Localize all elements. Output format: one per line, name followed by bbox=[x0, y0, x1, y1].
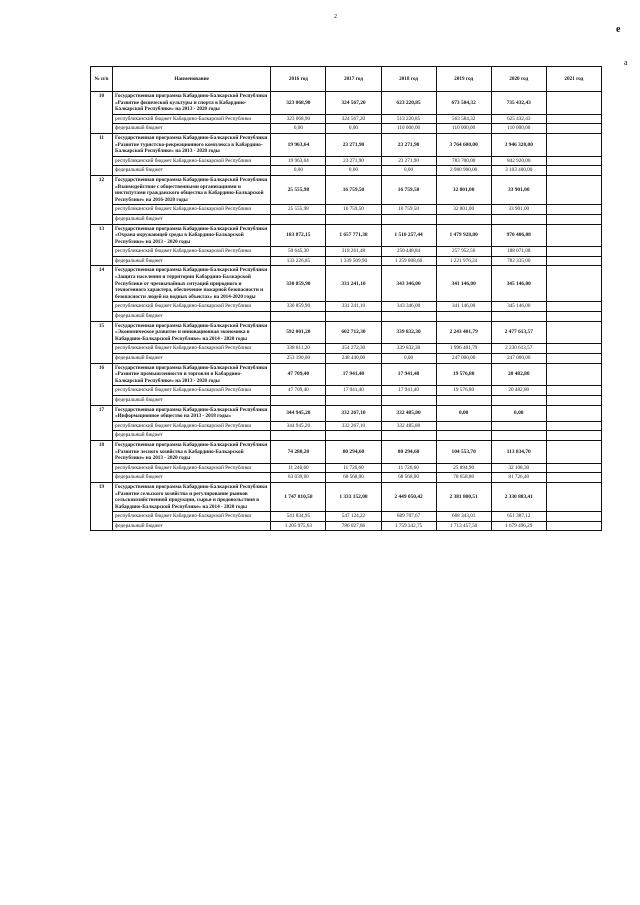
amount-cell: 782 335,00 bbox=[491, 256, 546, 266]
amount-cell bbox=[546, 302, 601, 312]
budget-source-row bbox=[91, 395, 602, 405]
amount-cell bbox=[436, 214, 491, 224]
amount-cell: 651 387,12 bbox=[491, 512, 546, 522]
amount-cell: 1 747 810,58 bbox=[271, 482, 326, 511]
amount-cell: 2 449 050,42 bbox=[381, 482, 436, 511]
amount-cell bbox=[326, 431, 381, 441]
amount-cell bbox=[546, 405, 601, 421]
amount-cell: 74 280,20 bbox=[271, 440, 326, 463]
amount-cell: 330 859,90 bbox=[271, 266, 326, 302]
budget-source-row bbox=[91, 124, 602, 134]
amount-cell: 1 657 771,38 bbox=[326, 224, 381, 247]
budget-source-name: федеральный бюджет bbox=[113, 124, 271, 134]
amount-cell: 2 330 883,41 bbox=[491, 482, 546, 511]
header-year-2021: 2021 год bbox=[546, 67, 601, 92]
row-number: 14 bbox=[91, 266, 113, 321]
amount-cell: 324 567,20 bbox=[326, 92, 381, 115]
amount-cell bbox=[326, 395, 381, 405]
program-name: Государственная программа Кабардино-Балкарской Республики «Защита населения и территории Кабардино-Балкарской Республики от чрезвычайных ситуаций природного и техногенного характера, обеспечение пожарной безопасности и безопасности людей на водных объектах» на 2014-2020 годы bbox=[113, 266, 271, 302]
budget-source-name: федеральный бюджет bbox=[113, 395, 271, 405]
budget-source-row bbox=[91, 521, 602, 531]
amount-cell: 17 941,40 bbox=[381, 386, 436, 396]
amount-cell: 323 068,90 bbox=[271, 114, 326, 124]
budget-source-row bbox=[91, 205, 602, 215]
amount-cell: 104 553,70 bbox=[436, 440, 491, 463]
amount-cell: 1 510 257,44 bbox=[381, 224, 436, 247]
budget-source-name: федеральный бюджет bbox=[113, 214, 271, 224]
amount-cell: 592 001,20 bbox=[271, 321, 326, 344]
program-name: Государственная программа Кабардино-Балкарской Республики «Взаимодействие с общественными организациями и институтами гражданского общества в Кабардино-Балкарской Республике» на 2016-2020 годы bbox=[113, 175, 271, 204]
amount-cell bbox=[546, 431, 601, 441]
amount-cell bbox=[381, 214, 436, 224]
amount-cell: 2 477 613,57 bbox=[491, 321, 546, 344]
amount-cell: 80 294,60 bbox=[381, 440, 436, 463]
amount-cell: 332 485,80 bbox=[381, 405, 436, 421]
budget-source-row bbox=[91, 302, 602, 312]
budget-source-name: республиканский бюджет Кабардино-Балкарской Республики bbox=[113, 463, 271, 473]
amount-cell bbox=[326, 214, 381, 224]
amount-cell bbox=[546, 256, 601, 266]
amount-cell bbox=[546, 482, 601, 511]
amount-cell: 332 267,10 bbox=[326, 405, 381, 421]
amount-cell: 2 243 401,79 bbox=[436, 321, 491, 344]
amount-cell bbox=[546, 440, 601, 463]
header-no: № п/п bbox=[91, 67, 113, 92]
amount-cell: 1 679 496,29 bbox=[491, 521, 546, 531]
amount-cell: 1 759 342,75 bbox=[381, 521, 436, 531]
amount-cell bbox=[546, 205, 601, 215]
budget-source-name: федеральный бюджет bbox=[113, 256, 271, 266]
amount-cell: 113 834,70 bbox=[491, 440, 546, 463]
amount-cell: 344 945,20 bbox=[271, 421, 326, 431]
budget-source-row bbox=[91, 156, 602, 166]
amount-cell: 541 834,95 bbox=[271, 512, 326, 522]
amount-cell bbox=[436, 421, 491, 431]
amount-cell: 735 432,43 bbox=[491, 92, 546, 115]
row-number: 15 bbox=[91, 321, 113, 363]
program-name: Государственная программа Кабардино-Балкарской Республики «Информационное общество на 2013 - 2018 годы» bbox=[113, 405, 271, 421]
header-year-2016: 2016 год bbox=[271, 67, 326, 92]
amount-cell: 16 759,50 bbox=[381, 175, 436, 204]
row-number: 13 bbox=[91, 224, 113, 266]
program-row bbox=[91, 92, 602, 115]
budget-source-name: республиканский бюджет Кабардино-Балкарской Республики bbox=[113, 302, 271, 312]
amount-cell: 63 039,60 bbox=[271, 473, 326, 483]
amount-cell: 2 980 900,00 bbox=[436, 166, 491, 176]
amount-cell: 110 000,00 bbox=[381, 124, 436, 134]
row-number: 10 bbox=[91, 92, 113, 134]
amount-cell: 0,00 bbox=[436, 405, 491, 421]
amount-cell: 345 146,00 bbox=[491, 302, 546, 312]
amount-cell: 786 027,86 bbox=[326, 521, 381, 531]
amount-cell: 32 801,00 bbox=[436, 175, 491, 204]
row-number: 16 bbox=[91, 363, 113, 405]
amount-cell: 17 941,40 bbox=[381, 363, 436, 386]
amount-cell bbox=[546, 321, 601, 344]
amount-cell bbox=[491, 421, 546, 431]
amount-cell bbox=[546, 512, 601, 522]
amount-cell: 25 555,98 bbox=[271, 175, 326, 204]
amount-cell: 783 700,00 bbox=[436, 156, 491, 166]
amount-cell: 324 567,20 bbox=[326, 114, 381, 124]
budget-table bbox=[90, 66, 602, 531]
budget-source-name: республиканский бюджет Кабардино-Балкарской Республики bbox=[113, 247, 271, 257]
amount-cell: 2 230 613,57 bbox=[491, 344, 546, 354]
amount-cell: 0,00 bbox=[271, 166, 326, 176]
amount-cell: 80 294,60 bbox=[326, 440, 381, 463]
amount-cell bbox=[546, 463, 601, 473]
amount-cell bbox=[546, 133, 601, 156]
amount-cell: 248 440,00 bbox=[326, 354, 381, 364]
amount-cell bbox=[271, 214, 326, 224]
amount-cell: 341 146,00 bbox=[436, 266, 491, 302]
amount-cell bbox=[491, 312, 546, 322]
corner-mark: е bbox=[616, 24, 621, 35]
amount-cell: 11 726,60 bbox=[381, 463, 436, 473]
budget-source-row bbox=[91, 247, 602, 257]
amount-cell bbox=[491, 431, 546, 441]
budget-source-name: республиканский бюджет Кабардино-Балкарской Республики bbox=[113, 421, 271, 431]
amount-cell bbox=[546, 124, 601, 134]
budget-source-name: республиканский бюджет Кабардино-Балкарской Республики bbox=[113, 386, 271, 396]
header-year-2020: 2020 год bbox=[491, 67, 546, 92]
program-row bbox=[91, 321, 602, 344]
amount-cell: 19 576,80 bbox=[436, 363, 491, 386]
budget-source-row bbox=[91, 114, 602, 124]
amount-cell: 183 872,15 bbox=[271, 224, 326, 247]
amount-cell bbox=[546, 386, 601, 396]
program-name: Государственная программа Кабардино-Балкарской Республики «Развитие туристско-рекреационного комплекса в Кабардино-Балкарской Республике» на 2013 - 2020 годы bbox=[113, 133, 271, 156]
amount-cell bbox=[436, 312, 491, 322]
amount-cell: 1 333 152,08 bbox=[326, 482, 381, 511]
budget-source-name: федеральный бюджет bbox=[113, 431, 271, 441]
amount-cell: 1 996 401,79 bbox=[436, 344, 491, 354]
amount-cell: 32 108,30 bbox=[491, 463, 546, 473]
amount-cell: 1 259 808,60 bbox=[381, 256, 436, 266]
amount-cell: 23 271,90 bbox=[381, 156, 436, 166]
budget-source-name: федеральный бюджет bbox=[113, 473, 271, 483]
amount-cell bbox=[381, 395, 436, 405]
amount-cell bbox=[271, 431, 326, 441]
amount-cell: 20 482,80 bbox=[491, 363, 546, 386]
amount-cell bbox=[381, 312, 436, 322]
amount-cell: 16 759,50 bbox=[326, 175, 381, 204]
amount-cell bbox=[326, 312, 381, 322]
amount-cell: 33 901,00 bbox=[491, 205, 546, 215]
budget-source-name: республиканский бюджет Кабардино-Балкарской Республики bbox=[113, 114, 271, 124]
amount-cell: 354 272,30 bbox=[326, 344, 381, 354]
amount-cell: 19 963,64 bbox=[271, 133, 326, 156]
amount-cell: 345 146,00 bbox=[491, 266, 546, 302]
amount-cell: 970 406,08 bbox=[491, 224, 546, 247]
budget-source-name: республиканский бюджет Кабардино-Балкарской Республики bbox=[113, 205, 271, 215]
amount-cell: 0,00 bbox=[491, 405, 546, 421]
amount-cell: 17 941,40 bbox=[326, 386, 381, 396]
amount-cell: 32 801,00 bbox=[436, 205, 491, 215]
amount-cell: 23 271,90 bbox=[326, 156, 381, 166]
row-number: 18 bbox=[91, 440, 113, 482]
table-body bbox=[91, 92, 602, 531]
budget-source-row bbox=[91, 431, 602, 441]
amount-cell: 625 432,43 bbox=[491, 114, 546, 124]
amount-cell: 1 205 975,63 bbox=[271, 521, 326, 531]
amount-cell bbox=[381, 431, 436, 441]
amount-cell: 344 945,20 bbox=[271, 405, 326, 421]
amount-cell: 623 220,85 bbox=[381, 92, 436, 115]
program-row bbox=[91, 175, 602, 204]
amount-cell bbox=[546, 363, 601, 386]
amount-cell: 50 645,30 bbox=[271, 247, 326, 257]
amount-cell: 330 859,90 bbox=[271, 302, 326, 312]
amount-cell: 1 339 509,90 bbox=[326, 256, 381, 266]
amount-cell bbox=[546, 344, 601, 354]
program-row bbox=[91, 482, 602, 511]
header-year-2017: 2017 год bbox=[326, 67, 381, 92]
budget-source-name: республиканский бюджет Кабардино-Балкарской Республики bbox=[113, 344, 271, 354]
program-name: Государственная программа Кабардино-Балкарской Республики «Развитие физической культуры и спорта в Кабардино-Балкарской Республике» на 2013 - 2020 годы bbox=[113, 92, 271, 115]
amount-cell bbox=[546, 224, 601, 247]
amount-cell: 338 811,20 bbox=[271, 344, 326, 354]
budget-source-row bbox=[91, 386, 602, 396]
amount-cell: 16 759,50 bbox=[326, 205, 381, 215]
amount-cell: 253 190,00 bbox=[271, 354, 326, 364]
amount-cell bbox=[546, 156, 601, 166]
amount-cell: 188 071,08 bbox=[491, 247, 546, 257]
budget-source-row bbox=[91, 512, 602, 522]
budget-source-row bbox=[91, 354, 602, 364]
budget-source-row bbox=[91, 463, 602, 473]
amount-cell: 339 832,30 bbox=[381, 344, 436, 354]
amount-cell: 68 568,00 bbox=[326, 473, 381, 483]
program-row bbox=[91, 133, 602, 156]
amount-cell: 19 963,64 bbox=[271, 156, 326, 166]
amount-cell: 513 220,85 bbox=[381, 114, 436, 124]
amount-cell: 247 000,00 bbox=[436, 354, 491, 364]
page-number: 2 bbox=[334, 14, 337, 20]
amount-cell: 0,00 bbox=[326, 166, 381, 176]
program-row bbox=[91, 363, 602, 386]
amount-cell: 0,00 bbox=[381, 354, 436, 364]
row-number: 17 bbox=[91, 405, 113, 440]
amount-cell: 323 068,90 bbox=[271, 92, 326, 115]
amount-cell bbox=[436, 395, 491, 405]
amount-cell: 1 479 928,80 bbox=[436, 224, 491, 247]
budget-source-row bbox=[91, 166, 602, 176]
budget-source-name: республиканский бюджет Кабардино-Балкарской Республики bbox=[113, 512, 271, 522]
amount-cell: 3 764 600,00 bbox=[436, 133, 491, 156]
amount-cell: 842 920,00 bbox=[491, 156, 546, 166]
program-row bbox=[91, 440, 602, 463]
amount-cell bbox=[546, 395, 601, 405]
amount-cell bbox=[546, 473, 601, 483]
amount-cell bbox=[546, 421, 601, 431]
program-row bbox=[91, 224, 602, 247]
amount-cell: 133 226,85 bbox=[271, 256, 326, 266]
program-row bbox=[91, 266, 602, 302]
amount-cell: 332 267,10 bbox=[326, 421, 381, 431]
amount-cell: 110 000,00 bbox=[436, 124, 491, 134]
amount-cell: 247 000,00 bbox=[491, 354, 546, 364]
amount-cell: 25 555,98 bbox=[271, 205, 326, 215]
budget-source-row bbox=[91, 256, 602, 266]
amount-cell: 547 124,22 bbox=[326, 512, 381, 522]
row-number: 12 bbox=[91, 175, 113, 224]
amount-cell bbox=[546, 175, 601, 204]
program-name: Государственная программа Кабардино-Балкарской Республики «Развитие сельского хозяйства и регулирование рынков сельскохозяйственной продукции, сырья и продовольствия в Кабардино-Балкарской Республике» на 2014 - 2020 годы bbox=[113, 482, 271, 511]
amount-cell bbox=[271, 312, 326, 322]
amount-cell: 3 946 320,00 bbox=[491, 133, 546, 156]
amount-cell: 331 241,10 bbox=[326, 266, 381, 302]
amount-cell bbox=[546, 247, 601, 257]
budget-source-name: республиканский бюджет Кабардино-Балкарской Республики bbox=[113, 156, 271, 166]
amount-cell: 19 576,80 bbox=[436, 386, 491, 396]
amount-cell: 1 221 976,24 bbox=[436, 256, 491, 266]
program-name: Государственная программа Кабардино-Балкарской Республики «Развитие лесного хозяйства в Кабардино-Балкарской Республике» на 2013 - 2020 годы bbox=[113, 440, 271, 463]
amount-cell: 16 759,50 bbox=[381, 205, 436, 215]
amount-cell: 23 271,90 bbox=[326, 133, 381, 156]
amount-cell bbox=[271, 395, 326, 405]
budget-source-row bbox=[91, 421, 602, 431]
amount-cell: 343 346,00 bbox=[381, 302, 436, 312]
amount-cell bbox=[491, 395, 546, 405]
budget-source-name: федеральный бюджет bbox=[113, 166, 271, 176]
amount-cell: 2 381 800,51 bbox=[436, 482, 491, 511]
amount-cell: 33 901,00 bbox=[491, 175, 546, 204]
budget-source-row bbox=[91, 214, 602, 224]
amount-cell: 81 726,40 bbox=[491, 473, 546, 483]
amount-cell: 47 709,40 bbox=[271, 363, 326, 386]
amount-cell: 78 658,80 bbox=[436, 473, 491, 483]
budget-source-row bbox=[91, 344, 602, 354]
amount-cell bbox=[546, 214, 601, 224]
row-number: 11 bbox=[91, 133, 113, 175]
amount-cell: 0,00 bbox=[326, 124, 381, 134]
amount-cell: 563 584,32 bbox=[436, 114, 491, 124]
budget-source-name: федеральный бюджет bbox=[113, 521, 271, 531]
amount-cell: 602 712,30 bbox=[326, 321, 381, 344]
amount-cell bbox=[436, 431, 491, 441]
program-name: Государственная программа Кабардино-Балкарской Республики «Охрана окружающей среды в Кабардино-Балкарской Республике» на 2013 - 2020 годы bbox=[113, 224, 271, 247]
table-header-row bbox=[91, 67, 602, 92]
amount-cell: 0,00 bbox=[381, 166, 436, 176]
amount-cell: 20 482,80 bbox=[491, 386, 546, 396]
amount-cell: 17 941,40 bbox=[326, 363, 381, 386]
header-year-2018: 2018 год bbox=[381, 67, 436, 92]
amount-cell: 0,00 bbox=[271, 124, 326, 134]
amount-cell bbox=[546, 266, 601, 302]
amount-cell bbox=[546, 92, 601, 115]
amount-cell: 250 448,84 bbox=[381, 247, 436, 257]
budget-source-row bbox=[91, 312, 602, 322]
budget-source-name: федеральный бюджет bbox=[113, 354, 271, 364]
amount-cell: 689 707,67 bbox=[381, 512, 436, 522]
amount-cell: 339 832,30 bbox=[381, 321, 436, 344]
amount-cell: 673 584,32 bbox=[436, 92, 491, 115]
amount-cell: 668 343,01 bbox=[436, 512, 491, 522]
program-row bbox=[91, 405, 602, 421]
amount-cell: 110 000,00 bbox=[491, 124, 546, 134]
row-number: 19 bbox=[91, 482, 113, 531]
amount-cell bbox=[546, 166, 601, 176]
amount-cell: 318 261,48 bbox=[326, 247, 381, 257]
amount-cell: 257 952,56 bbox=[436, 247, 491, 257]
amount-cell: 68 568,00 bbox=[381, 473, 436, 483]
amount-cell bbox=[546, 354, 601, 364]
corner-dot: а bbox=[624, 58, 628, 67]
amount-cell: 343 346,00 bbox=[381, 266, 436, 302]
budget-source-name: федеральный бюджет bbox=[113, 312, 271, 322]
amount-cell: 25 894,90 bbox=[436, 463, 491, 473]
program-name: Государственная программа Кабардино-Балкарской Республики «Развитие промышленности и торговли в Кабардино-Балкарской Республике» на 2013 - 2020 годы bbox=[113, 363, 271, 386]
budget-source-row bbox=[91, 473, 602, 483]
program-name: Государственная программа Кабардино-Балкарской Республики «Экономическое развитие и инновационная экономика в Кабардино-Балкарской Республике» на 2014 - 2020 годы bbox=[113, 321, 271, 344]
amount-cell: 47 709,40 bbox=[271, 386, 326, 396]
header-year-2019: 2019 год bbox=[436, 67, 491, 92]
amount-cell: 332 485,80 bbox=[381, 421, 436, 431]
amount-cell: 11 240,60 bbox=[271, 463, 326, 473]
amount-cell: 1 713 457,50 bbox=[436, 521, 491, 531]
amount-cell bbox=[546, 312, 601, 322]
amount-cell: 11 726,60 bbox=[326, 463, 381, 473]
header-name: Наименование bbox=[113, 67, 271, 92]
amount-cell: 3 103 400,00 bbox=[491, 166, 546, 176]
amount-cell bbox=[491, 214, 546, 224]
amount-cell bbox=[546, 521, 601, 531]
amount-cell: 23 271,90 bbox=[381, 133, 436, 156]
amount-cell: 331 241,10 bbox=[326, 302, 381, 312]
amount-cell bbox=[546, 114, 601, 124]
amount-cell: 341 146,00 bbox=[436, 302, 491, 312]
